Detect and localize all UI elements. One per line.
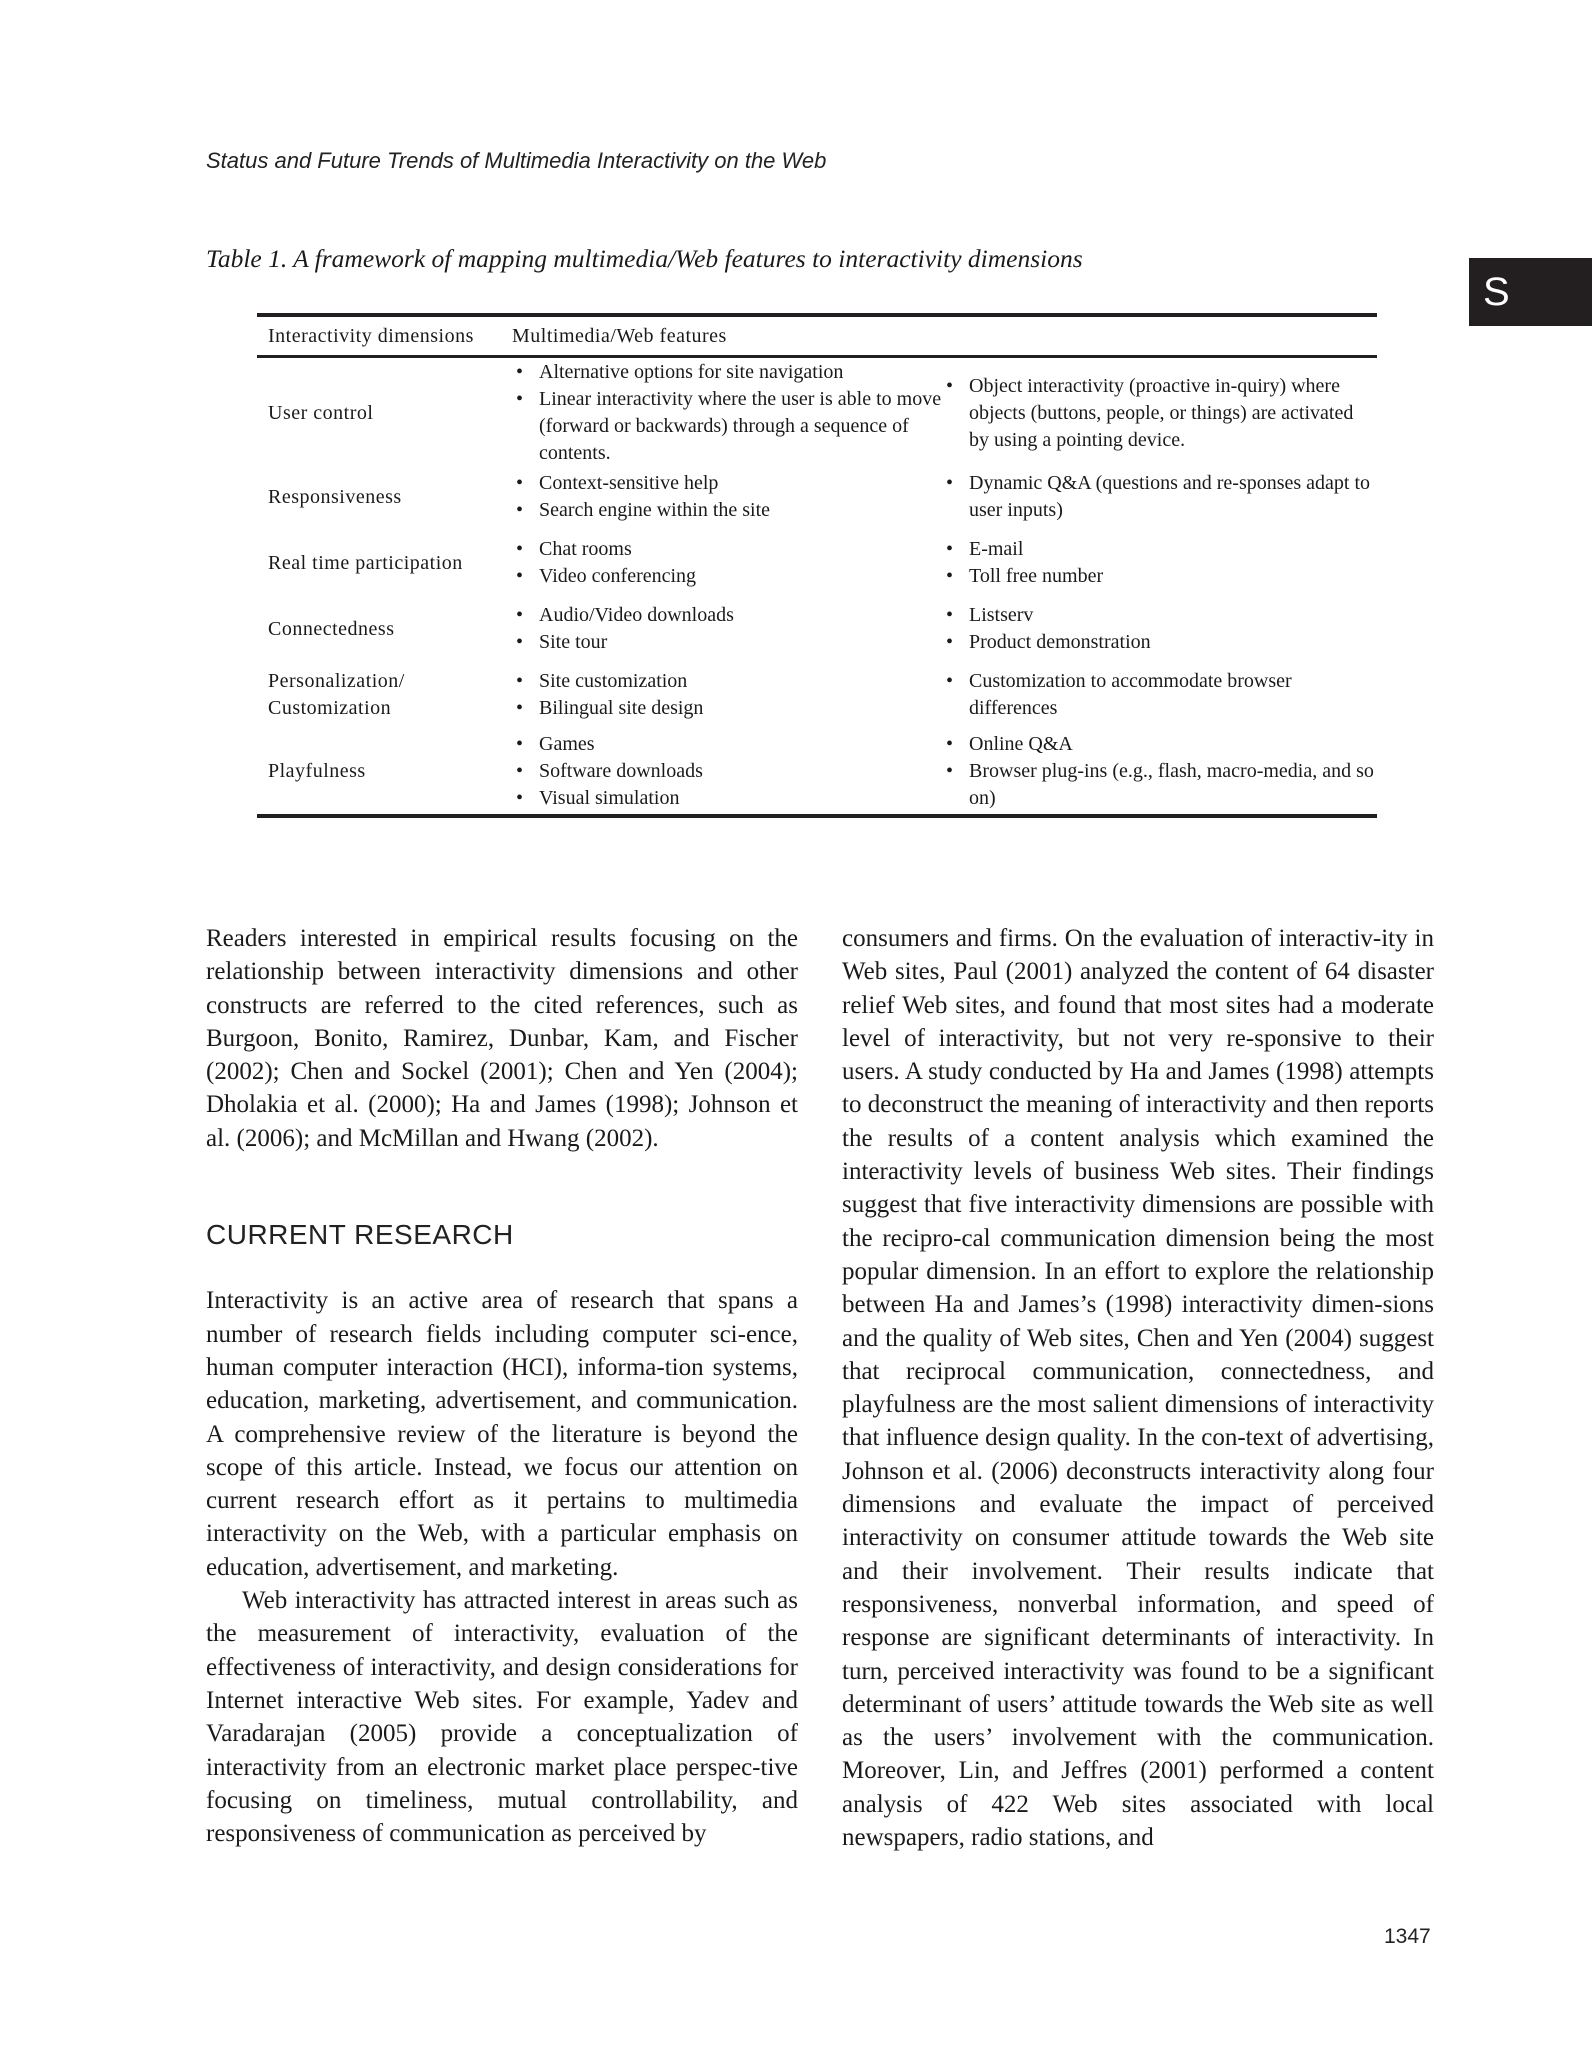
bullet-item: • Product demonstration	[942, 629, 1377, 656]
features-cell-b	[942, 731, 1377, 812]
bullet-item: • Bilingual site design	[512, 695, 942, 722]
intro-paragraph: Readers interested in empirical results focusing on the relationship between interactivity dimensions and other constructs are referred to the cited references, such as Burgoon, Bonito, Ramirez, Dunbar, Kam, and Fischer (2002); Chen and Sockel (2001); Chen and Yen (2004); Dholakia et al. (2000); Ha and James (1998); Johnson et al. (2006); and McMillan and Hwang (2002).	[206, 925, 798, 1152]
left-text-column	[206, 922, 798, 1850]
features-cell-b	[942, 536, 1377, 590]
bullet-list	[942, 373, 1377, 454]
dimension-label: Connectedness	[268, 617, 395, 640]
features-cell-a	[512, 602, 942, 656]
bullet-item: • Linear interactivity where the user is able to move (forward or backwards) through a sequence of contents.	[512, 386, 942, 467]
bullet-item: • Chat rooms	[512, 536, 942, 563]
bullet-item: • Object interactivity (proactive in-quiry) where objects (buttons, people, or things) are activated by using a pointing device.	[942, 373, 1377, 454]
features-cell-b	[942, 668, 1377, 722]
bullet-list	[942, 731, 1377, 812]
bullet-list	[942, 668, 1377, 722]
dimension-cell	[257, 616, 512, 643]
dimension-label: Responsiveness	[268, 485, 402, 508]
features-cell-a	[512, 470, 942, 524]
bullet-list	[942, 536, 1377, 590]
table-row	[257, 530, 1377, 596]
section-tab: S	[1469, 258, 1592, 326]
dimension-cell	[257, 668, 512, 722]
bullet-item: • Listserv	[942, 602, 1377, 629]
features-cell-a	[512, 731, 942, 812]
running-head: Status and Future Trends of Multimedia Interactivity on the Web	[206, 148, 827, 173]
bullet-list	[512, 359, 942, 467]
bullet-item: • Toll free number	[942, 563, 1377, 590]
bullet-item: • Customization to accommodate browser differences	[942, 668, 1377, 722]
dimension-cell	[257, 484, 512, 511]
dimension-cell	[257, 758, 512, 785]
dimension-label: Real time participation	[268, 551, 463, 574]
table-header-dimensions: Interactivity dimensions	[268, 324, 474, 347]
table-header-row	[257, 317, 1377, 358]
table-row	[257, 596, 1377, 662]
table-row	[257, 662, 1377, 728]
page-number: 1347	[1384, 1925, 1431, 1948]
dimension-cell	[257, 550, 512, 577]
bullet-item: • Search engine within the site	[512, 497, 942, 524]
interactivity-table	[257, 313, 1377, 818]
table-body	[257, 358, 1377, 814]
body-paragraph: Interactivity is an active area of research that spans a number of research fields including computer sci-ence, human computer interaction (HCI), informa-tion systems, education, marketing, advertisement, and communication. A comprehensive review of the literature is beyond the scope of this article. Instead, we focus our attention on current research effort as it pertains to multimedia interactivity on the Web, with a particular emphasis on education, advertisement, and marketing.	[206, 1287, 798, 1581]
bullet-item: • Games	[512, 731, 942, 758]
bullet-item: • Browser plug-ins (e.g., flash, macro-media, and so on)	[942, 758, 1377, 812]
bullet-item: • Alternative options for site navigation	[512, 359, 942, 386]
features-cell-a	[512, 359, 942, 467]
features-cell-b	[942, 470, 1377, 524]
table-row	[257, 358, 1377, 464]
features-cell-a	[512, 536, 942, 590]
bullet-item: • E-mail	[942, 536, 1377, 563]
bullet-list	[942, 470, 1377, 524]
features-cell-b	[942, 602, 1377, 656]
right-text-column	[842, 922, 1434, 1854]
dimension-label: Customization	[268, 697, 392, 719]
dimension-cell	[257, 400, 512, 427]
body-paragraph: consumers and firms. On the evaluation of interactiv-ity in Web sites, Paul (2001) analyzed the content of 64 disaster relief Web sites, and found that most sites had a moderate level of interactivity, but not very re-sponsive to their users. A study conducted by Ha and James (1998) attempts to deconstruct the meaning of interactivity and then reports the results of a content analysis which examined the interactivity levels of business Web sites. Their findings suggest that five interactivity dimensions are possible with the recipro-cal communication dimension being the most popular dimension. In an effort to explore the relationship between Ha and James’s (1998) interactivity dimen-sions and the quality of Web sites, Chen and Yen (2004) suggest that reciprocal communication, connectedness, and playfulness are the most salient dimensions of interactivity that influence design quality. In the con-text of advertising, Johnson et al. (2006) deconstructs interactivity along four dimensions and evaluate the impact of perceived interactivity on consumer attitude towards the Web site and their involvement. Their results indicate that responsiveness, nonverbal information, and speed of response are significant determinants of interactivity. In turn, perceived interactivity was found to be a significant determinant of users’ attitude towards the Web site as well as the users’ involvement with the communication. Moreover, Lin, and Jeffres (2001) performed a content analysis of 422 Web sites associated with local newspapers, radio stations, and	[842, 925, 1434, 1852]
bullet-list	[512, 731, 942, 812]
table-caption: Table 1. A framework of mapping multimedia/Web features to interactivity dimensions	[206, 244, 1083, 273]
bullet-item: • Visual simulation	[512, 785, 942, 812]
bullet-item: • Dynamic Q&A (questions and re-sponses adapt to user inputs)	[942, 470, 1377, 524]
bullet-list	[512, 602, 942, 656]
bullet-item: • Site tour	[512, 629, 942, 656]
dimension-label: Playfulness	[268, 759, 366, 782]
table-row	[257, 464, 1377, 530]
section-heading: CURRENT RESEARCH	[206, 1219, 514, 1251]
dimension-label: Personalization/	[268, 670, 405, 692]
bullet-list	[512, 470, 942, 524]
table-header-features: Multimedia/Web features	[512, 324, 727, 347]
bullet-item: • Online Q&A	[942, 731, 1377, 758]
features-cell-b	[942, 373, 1377, 454]
bullet-list	[512, 536, 942, 590]
dimension-label: User control	[268, 401, 374, 424]
bullet-item: • Context-sensitive help	[512, 470, 942, 497]
bullet-item: • Audio/Video downloads	[512, 602, 942, 629]
bullet-list	[512, 668, 942, 722]
body-paragraph: Web interactivity has attracted interest in areas such as the measurement of interactivity, evaluation of the effectiveness of interactivity, and design considerations for Internet interactive Web sites. For example, Yadev and Varadarajan (2005) provide a conceptualization of interactivity from an electronic market place perspec-tive focusing on timeliness, mutual controllability, and responsiveness of communication as perceived by	[206, 1587, 798, 1848]
features-cell-a	[512, 668, 942, 722]
bullet-item: • Software downloads	[512, 758, 942, 785]
bullet-list	[942, 602, 1377, 656]
table-row	[257, 728, 1377, 814]
bullet-item: • Video conferencing	[512, 563, 942, 590]
bullet-item: • Site customization	[512, 668, 942, 695]
